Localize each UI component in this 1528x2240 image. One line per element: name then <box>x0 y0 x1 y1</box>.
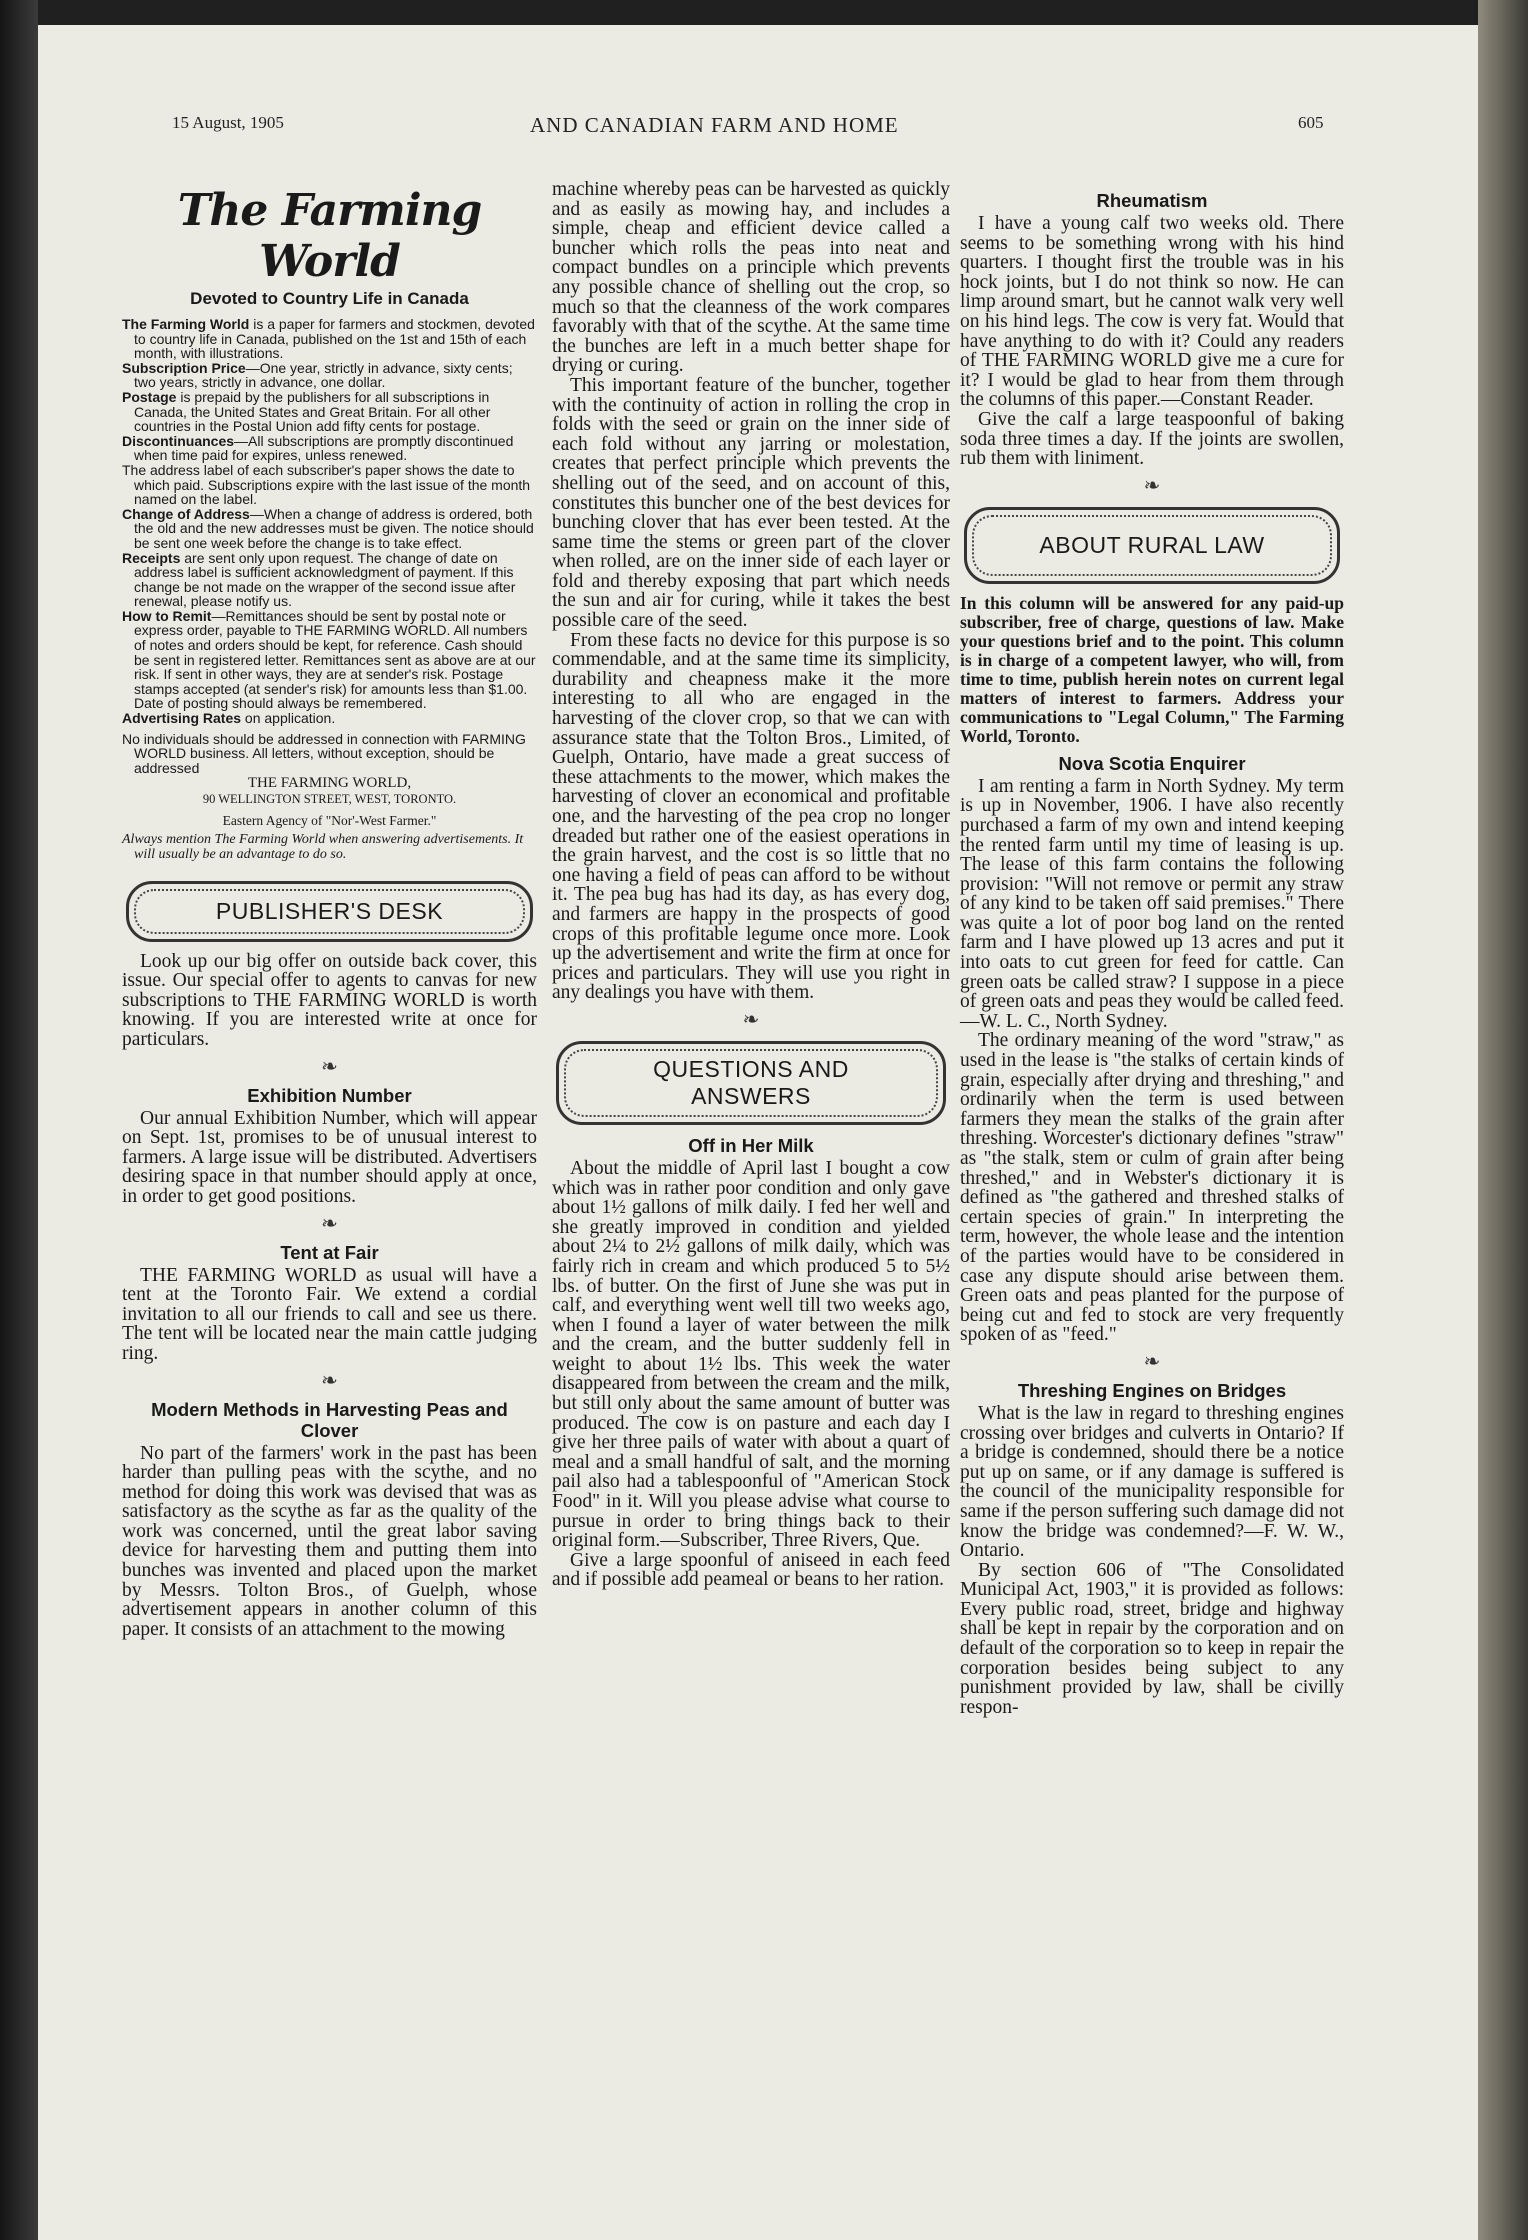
book-spine <box>1478 0 1528 2240</box>
term-item: Receipts are sent only upon request. The change of date on address label is sufficient acknowledgment of payment. If this change be not made on the wrapper of the second issue after renewal, please notify us. <box>122 549 516 610</box>
paragraph: machine whereby peas can be harvested as quickly and as easily as mowing hay, and includes a simple, cheap and efficient device called a buncher which rolls the peas into neat and compact bundles on a principle which prevents any possible chance of shelling out the crop, so much so that the cleanness of the work compares favorably with that of the scythe. At the same time the bunches are left in a much better shape for drying or curing. <box>552 179 950 377</box>
paragraph: Our annual Exhibition Number, which will appear on Sept. 1st, promises to be of unusual interest to farmers. A large issue will be distributed. Advertisers desiring space in that number should apply at once, in order to get good positions. <box>122 1107 537 1207</box>
section-heading: Modern Methods in Harvesting Peas and Clover <box>151 1398 508 1441</box>
section-heading: Exhibition Number <box>247 1084 412 1106</box>
term-item: Advertising Rates on application. <box>122 710 336 727</box>
paragraph: What is the law in regard to threshing engines crossing over bridges and culverts in Ontario? If a bridge is condemned, should there be a notice put up on same, or if any damage is suffered is the council of the municipality responsible for same if the person suffering such damage did not know the bridge was condemned?—F. W. W., Ontario. <box>960 1402 1344 1562</box>
scan-left-edge <box>0 0 38 2240</box>
section-heading: Rheumatism <box>1096 190 1208 211</box>
running-title: AND CANADIAN FARM AND HOME <box>530 113 899 137</box>
column-2 <box>552 180 950 1590</box>
column-1 <box>122 185 537 1639</box>
masthead-subtitle: Devoted to Country Life in Canada <box>190 289 469 308</box>
paragraph: Look up our big offer on outside back cover, this issue. Our special offer to agents to canvas for new subscriptions to THE FARMING WORLD is worth knowing. If you are interested write at once for particulars. <box>122 950 537 1050</box>
term-item: How to Remit—Remittances should be sent by postal note or express order, payable to THE FARMING WORLD. All numbers of notes and orders should be kept, for reference. Cash should be sent in registered letter. Remittances sent as above are at our risk. If sent in other ways, they are at sender's risk. Postage stamps accepted (at sender's risk) for amounts less than $1.00. Date of posting should always be remembered. <box>122 607 536 712</box>
eastern-agency: Eastern Agency of "Nor'-West Farmer." <box>222 813 437 829</box>
paragraph: About the middle of April last I bought a cow which was in rather poor condition and only gave about 1½ gallons of milk daily. I fed her well and she greatly improved in condition and yielded about 2¼ to 2½ gallons of milk daily, which was fairly rich in cream and which produced 5 to 5½ lbs. of butter. On the first of June she was put in calf, and everything went well till two weeks ago, when I found a layer of water between the milk and the cream, and the butter suddenly fell in weight to about 1½ lbs. This week the water disappeared from between the cream and the milk, but still only about the same amount of butter was produced. The cow is on pasture and each day I give her three pails of water with about a quart of meal and a small handful of salt, and the morning pail also had a tablespoonful of "American Stock Food" in it. Will you please advise what course to pursue in order to bring things back to their original form.—Subscriber, Three Rivers, Que. <box>552 1157 950 1552</box>
masthead-title: The Farming World <box>177 185 482 287</box>
section-heading: Off in Her Milk <box>688 1134 814 1156</box>
paragraph: Give the calf a large teaspoonful of baking soda three times a day. If the joints are swollen, rub them with liniment. <box>960 408 1344 470</box>
rural-law-banner <box>964 507 1340 584</box>
law-intro: In this column will be answered for any paid-up subscriber, free of charge, questions of law. Make your questions brief and to the point. This column is in charge of a competent lawyer, who will, from time to time, publish herein notes on current legal matters of interest to farmers. Address your communications to "Legal Column," The Farming World, Toronto. <box>960 592 1344 746</box>
fleuron-icon: ❧ <box>321 1367 338 1392</box>
banner-title: PUBLISHER'S DESK <box>215 897 444 924</box>
paragraph: THE FARMING WORLD as usual will have a tent at the Toronto Fair. We extend a cordial invitation to all our friends to call and see us there. The tent will be located near the main cattle judging ring. <box>122 1264 537 1364</box>
column-3 <box>960 190 1344 1717</box>
fleuron-icon: ❧ <box>1143 472 1161 497</box>
banner-title: QUESTIONS AND ANSWERS <box>653 1055 849 1109</box>
term-item: Change of Address—When a change of address is ordered, both the old and the new addresses must be given. The notice should be sent one week before the change is to take effect. <box>122 505 534 551</box>
publishers-desk-banner <box>126 881 533 942</box>
individuals-note: No individuals should be addressed in connection with FARMING WORLD business. All letters, without exception, should be addressed <box>122 730 526 776</box>
issue-date: 15 August, 1905 <box>172 113 284 132</box>
section-heading: Nova Scotia Enquirer <box>1058 752 1246 774</box>
paragraph: By section 606 of "The Consolidated Municipal Act, 1903," it is provided as follows: Every public road, street, bridge and highway shall be kept in repair by the corporation and on default of the corporation so to keep in repair the corporation besides being subject to any punishment provided by law, shall be civilly respon- <box>960 1559 1344 1718</box>
paragraph: No part of the farmers' work in the past has been harder than pulling peas with the scythe, and no method for doing this work was devised that was as satisfactory as the scythe as far as the quality of the work was concerned, until the great labor saving device for harvesting them and putting them into bunches was invented and placed upon the market by Messrs. Tolton Bros., of Guelph, whose advertisement appears in another column of this paper. It consists of an attachment to the mowing <box>122 1442 537 1640</box>
term-item: The Farming World is a paper for farmers and stockmen, devoted to country life in Canada, published on the 1st and 15th of each month, with illustrations. <box>122 316 535 362</box>
banner-title: ABOUT RURAL LAW <box>1039 531 1265 558</box>
fleuron-icon: ❧ <box>1143 1348 1161 1373</box>
term-item: The address label of each subscriber's paper shows the date to which paid. Subscriptions expire with the last issue of the month named on the label. <box>122 461 531 508</box>
term-item: Discontinuances—All subscriptions are promptly discontinued when time paid for expires, unless renewed. <box>122 432 514 464</box>
paragraph: From these facts no device for this purpose is so commendable, and at the same time its simplicity, durability and cheapness make it the more interesting to all who are engaged in the harvesting of the clover crop, so that we can with assurance state that the Tolton Bros., Limited, of Guelph, Ontario, have made a great success of these attachments to the mower, which makes the harvesting of clover an economical and profitable one, and the harvesting of the pea crop no longer dreaded but rather one of the easiest operations in the grain harvest, and the cost is so little that no one having a field of peas can afford to be without it. The pea bug has had its day, as has every dog, and farmers are happy in the prospects of good crops of this profitable legume once more. Look up the advertisement and write the firm at once for prices and particulars. They will use you right in any dealings you have with them. <box>552 629 950 1004</box>
page-number: 605 <box>1298 113 1324 132</box>
paragraph: This important feature of the buncher, together with the continuity of action in rolling the crop in folds with the seed or grain on the inner side of each fold without any jarring or molestation, creates that perfect principle which prevents the shelling out of the seed, and on account of this, constitutes this buncher one of the best devices for bunching clover that has ever been tested. At the same time the stems or green part of the clover when rolled, are on the inner side of each layer or fold and thereby exposing that part which needs the sun and air for curing, while it takes the best possible care of the seed. <box>552 374 950 632</box>
terms-list <box>122 317 537 726</box>
always-mention: Always mention The Farming World when answering advertisements. It will usually be an advantage to do so. <box>122 832 524 862</box>
fleuron-icon: ❧ <box>742 1006 760 1031</box>
address-line-2: 90 WELLINGTON STREET, WEST, TORONTO. <box>202 792 457 807</box>
questions-answers-banner <box>556 1041 946 1125</box>
paragraph: The ordinary meaning of the word "straw," as used in the lease is "the stalks of certain kinds of grain, especially after drying and threshing," and ordinarily when the term is used between farmers they mean the stalks of the grain after threshing. Worcester's dictionary defines "straw" as "the stalk, stem or culm of grain after being threshed," and in Webster's dictionary it is defined as "the gathered and threshed stalks of certain species of grain." In interpreting the term, however, the whole lease and the intention of the parties would have to be considered in case any dispute should arise between them. Green oats and peas planted for the purpose of being cut and fed to stock are very frequently spoken of as "feed." <box>960 1030 1344 1346</box>
fleuron-icon: ❧ <box>321 1210 338 1235</box>
paragraph: I have a young calf two weeks old. There seems to be something wrong with his hind quarters. I thought first the trouble was in his hock joints, but I do not think so now. He can limp around smart, but he cannot walk very well on his hind legs. The cow is very fat. Would that have anything to do with it? Could any readers of THE FARMING WORLD give me a cure for it? I would be glad to hear from them through the columns of this paper.—Constant Reader. <box>960 213 1344 411</box>
section-heading: Threshing Engines on Bridges <box>1017 1379 1287 1401</box>
term-item: Subscription Price—One year, strictly in advance, sixty cents; two years, strictly in advance, one dollar. <box>122 359 513 391</box>
fleuron-icon: ❧ <box>321 1053 338 1078</box>
section-heading: Tent at Fair <box>280 1241 379 1263</box>
term-item: Postage is prepaid by the publishers for all subscriptions in Canada, the United States and Great Britain. For all other countries in the Postal Union add fifty cents for postage. <box>122 388 491 435</box>
paragraph: Give a large spoonful of aniseed in each feed and if possible add peameal or beans to her ration. <box>552 1549 950 1591</box>
address-line-1: THE FARMING WORLD, <box>247 775 412 792</box>
paragraph: I am renting a farm in North Sydney. My term is up in November, 1906. I have also recently purchased a farm of my own and intend keeping the rented farm until my time of leasing is up. The lease of this farm contains the following provision: "Will not remove or permit any straw of any kind to be taken off said premises." There was quite a lot of poor bog land on the rented farm and I have plowed up 13 acres and put it into oats to cut green for feed for cattle. Can green oats be called straw? I suppose in a piece of green oats and peas they would be called feed.—W. L. C., North Sydney. <box>960 775 1344 1032</box>
